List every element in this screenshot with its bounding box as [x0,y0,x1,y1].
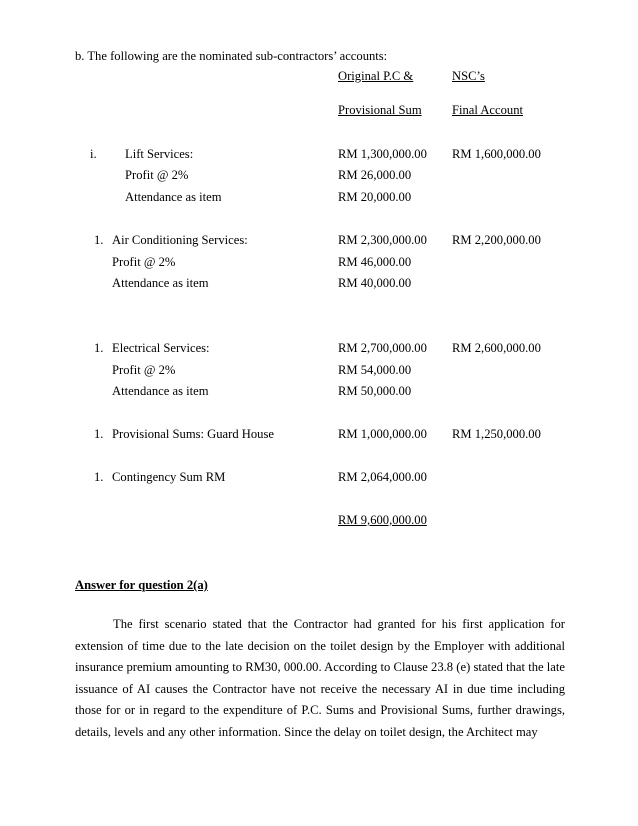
lift-final: RM 1,600,000.00 [452,147,541,161]
header-nsc-line2: Final Account [452,103,524,117]
guard-final: RM 1,250,000.00 [452,427,541,441]
answer-heading: Answer for question 2(a) [75,578,208,592]
aircon-profit-amount: RM 46,000.00 [338,255,412,269]
answer-paragraph: The first scenario stated that the Contractor had granted for his first application for extension of time due to the late decision on the toilet design by the Employer with additional insurance premium amounting to RM30, 000.00. According to Clause 23.8 (e) stated that the late issuance of AI causes the Contractor have not receive the necessary AI in due time including those for or in regard to the expenditure of P.C. Sums and Provisional Sums, further drawings, details, levels and any other information. Since the delay on toilet design, the Architect may [75,617,565,739]
lift-number: i. [90,147,97,161]
contingency-amount: RM 2,064,000.00 [338,470,427,484]
lift-attendance-label: Attendance as item [125,190,222,204]
aircon-profit-label: Profit @ 2% [112,255,176,269]
lift-label: Lift Services: [125,147,194,161]
electrical-profit-amount: RM 54,000.00 [338,363,412,377]
total-amount: RM 9,600,000.00 [338,513,427,527]
intro-text: b. The following are the nominated sub-contractors’ accounts: [75,49,388,63]
guard-number: 1. [94,427,104,441]
electrical-attendance-label: Attendance as item [112,384,209,398]
aircon-attendance-label: Attendance as item [112,276,209,290]
lift-profit-label: Profit @ 2% [125,168,189,182]
header-original-pc-line1: Original P.C & [338,69,414,83]
electrical-amount: RM 2,700,000.00 [338,341,427,355]
guard-amount: RM 1,000,000.00 [338,427,427,441]
electrical-final: RM 2,600,000.00 [452,341,541,355]
contingency-number: 1. [94,470,104,484]
aircon-attendance-amount: RM 40,000.00 [338,276,412,290]
aircon-final: RM 2,200,000.00 [452,233,541,247]
electrical-attendance-amount: RM 50,000.00 [338,384,412,398]
header-nsc-line1: NSC’s [452,69,485,83]
aircon-number: 1. [94,233,104,247]
electrical-number: 1. [94,341,104,355]
guard-label: Provisional Sums: Guard House [112,427,274,441]
lift-amount: RM 1,300,000.00 [338,147,427,161]
electrical-label: Electrical Services: [112,341,210,355]
electrical-profit-label: Profit @ 2% [112,363,176,377]
aircon-label: Air Conditioning Services: [112,233,248,247]
contingency-label: Contingency Sum RM [112,470,226,484]
lift-profit-amount: RM 26,000.00 [338,168,412,182]
lift-attendance-amount: RM 20,000.00 [338,190,412,204]
header-original-pc-line2: Provisional Sum [338,103,422,117]
aircon-amount: RM 2,300,000.00 [338,233,427,247]
